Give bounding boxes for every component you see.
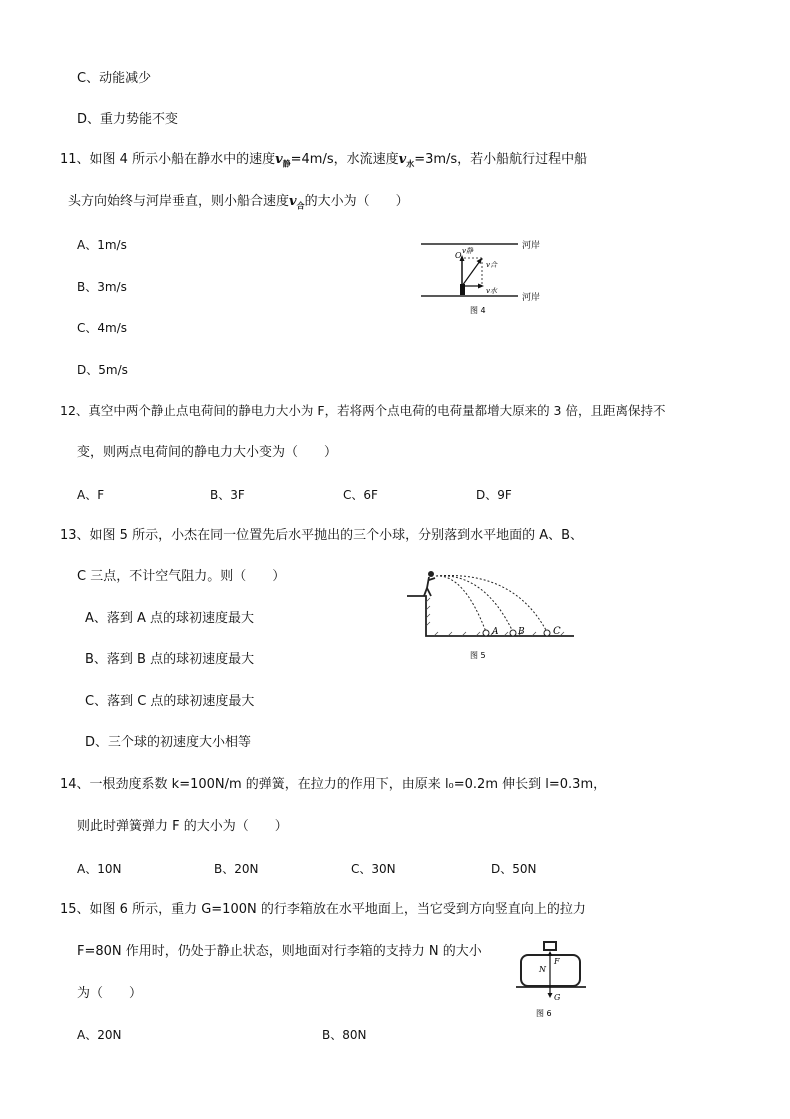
trajectory-c — [436, 575, 547, 632]
q11-option-a: A、1m/s — [77, 238, 127, 252]
q11-stem-part2: =4m/s，水流速度 — [290, 152, 399, 167]
figure6-caption: 图 6 — [536, 1009, 552, 1018]
v-water-label: v水 — [486, 287, 497, 295]
q15-option-b: B、80N — [322, 1028, 367, 1042]
bank-label-top: 河岸 — [522, 241, 541, 251]
q15-stem-line3: 为（ ） — [77, 986, 143, 1001]
q13-option-d: D、三个球的初速度大小相等 — [85, 735, 252, 750]
q11-stem-part1: 11、如图 4 所示小船在静水中的速度 — [60, 152, 276, 167]
q12-option-a: A、F — [77, 488, 105, 502]
q11-stem-line2b: 的大小为（ ） — [304, 194, 409, 209]
v-comb-arrowhead — [477, 258, 483, 264]
ball-c — [544, 630, 550, 636]
q12-option-c: C、6F — [343, 488, 378, 502]
river-boat-figure — [418, 236, 558, 318]
force-g-arrowhead — [548, 993, 553, 998]
label-n: N — [539, 965, 546, 974]
suitcase-figure — [514, 940, 594, 1020]
q15-stem-line1: 15、如图 6 所示，重力 G=100N 的行李箱放在水平地面上，当它受到方向竖直向上的拉力 — [60, 902, 586, 917]
figure4-caption: 图 4 — [470, 306, 486, 315]
q14-stem-line2: 则此时弹簧弹力 F 的大小为（ ） — [77, 819, 288, 834]
v-comb-label: v合 — [486, 261, 497, 269]
q11-option-c: C、4m/s — [77, 321, 127, 335]
force-f-arrowhead — [548, 951, 553, 956]
q15-stem-line2: F=80N 作用时，仍处于静止状态，则地面对行李箱的支持力 N 的大小 — [77, 944, 482, 959]
q15-option-a: A、20N — [77, 1028, 122, 1042]
figure5-caption: 图 5 — [470, 651, 486, 660]
q11-stem-line2 — [68, 193, 409, 215]
v-still-label: v静 — [462, 247, 473, 255]
label-g: G — [554, 993, 561, 1002]
v-water-arrowhead — [478, 284, 484, 289]
q12-options-row — [77, 486, 512, 504]
q13-option-b: B、落到 B 点的球初速度最大 — [85, 652, 255, 667]
q11-option-d: D、5m/s — [77, 363, 128, 377]
trajectory-a — [436, 576, 486, 632]
q13-stem-line1: 13、如图 5 所示，小杰在同一位置先后水平抛出的三个小球，分别落到水平地面的 A、B、 — [60, 528, 584, 543]
q14-stem-line1: 14、一根劲度系数 k=100N/m 的弹簧，在拉力的作用下，由原来 l₀=0.2m 伸长到 l=0.3m， — [60, 777, 607, 792]
label-c: C — [553, 626, 561, 637]
q13-option-c: C、落到 C 点的球初速度最大 — [85, 694, 255, 709]
ball-b — [510, 630, 516, 636]
q14-option-d: D、50N — [491, 862, 537, 876]
ball-a — [483, 630, 489, 636]
q14-options-row — [77, 860, 537, 878]
q15-options-row — [77, 1026, 366, 1044]
q11-stem-line1 — [60, 151, 587, 173]
q10-option-c: C、动能减少 — [77, 71, 152, 86]
person-icon — [424, 577, 435, 596]
q12-stem-line1: 12、真空中两个静止点电荷间的静电力大小为 F，若将两个点电荷的电荷量都增大原来的 3 倍，且距离保持不 — [60, 403, 666, 418]
q10-option-d: D、重力势能不变 — [77, 112, 179, 127]
origin-label: O — [455, 251, 462, 260]
v-still-symbol: $v_静$ — [275, 152, 291, 169]
v-water-symbol: $v_水$ — [398, 152, 415, 169]
suitcase-handle — [544, 942, 556, 950]
label-a: A — [492, 627, 499, 637]
person-head — [428, 571, 434, 577]
q14-option-c: C、30N — [351, 862, 396, 876]
v-comb-arrow — [462, 261, 480, 286]
q12-option-b: B、3F — [210, 488, 245, 502]
label-b: B — [518, 627, 525, 637]
q12-stem-line2: 变，则两点电荷间的静电力大小变为（ ） — [77, 445, 338, 460]
q11-stem-line2a: 头方向始终与河岸垂直，则小船合速度 — [68, 194, 290, 209]
q13-stem-line2: C 三点，不计空气阻力。则（ ） — [77, 569, 286, 584]
q11-option-b: B、3m/s — [77, 280, 127, 294]
q12-option-d: D、9F — [476, 488, 512, 502]
label-f: F — [554, 957, 560, 966]
bank-label-bottom: 河岸 — [522, 293, 541, 303]
q14-option-a: A、10N — [77, 862, 122, 876]
q11-stem-part3: =3m/s，若小船航行过程中船 — [414, 152, 588, 167]
q13-option-a: A、落到 A 点的球初速度最大 — [85, 611, 255, 626]
cliff-and-ground — [407, 596, 574, 636]
v-comb-symbol: $v_合$ — [289, 194, 305, 211]
q14-option-b: B、20N — [214, 862, 259, 876]
projectile-figure — [404, 566, 580, 668]
trajectory-b — [436, 576, 513, 632]
